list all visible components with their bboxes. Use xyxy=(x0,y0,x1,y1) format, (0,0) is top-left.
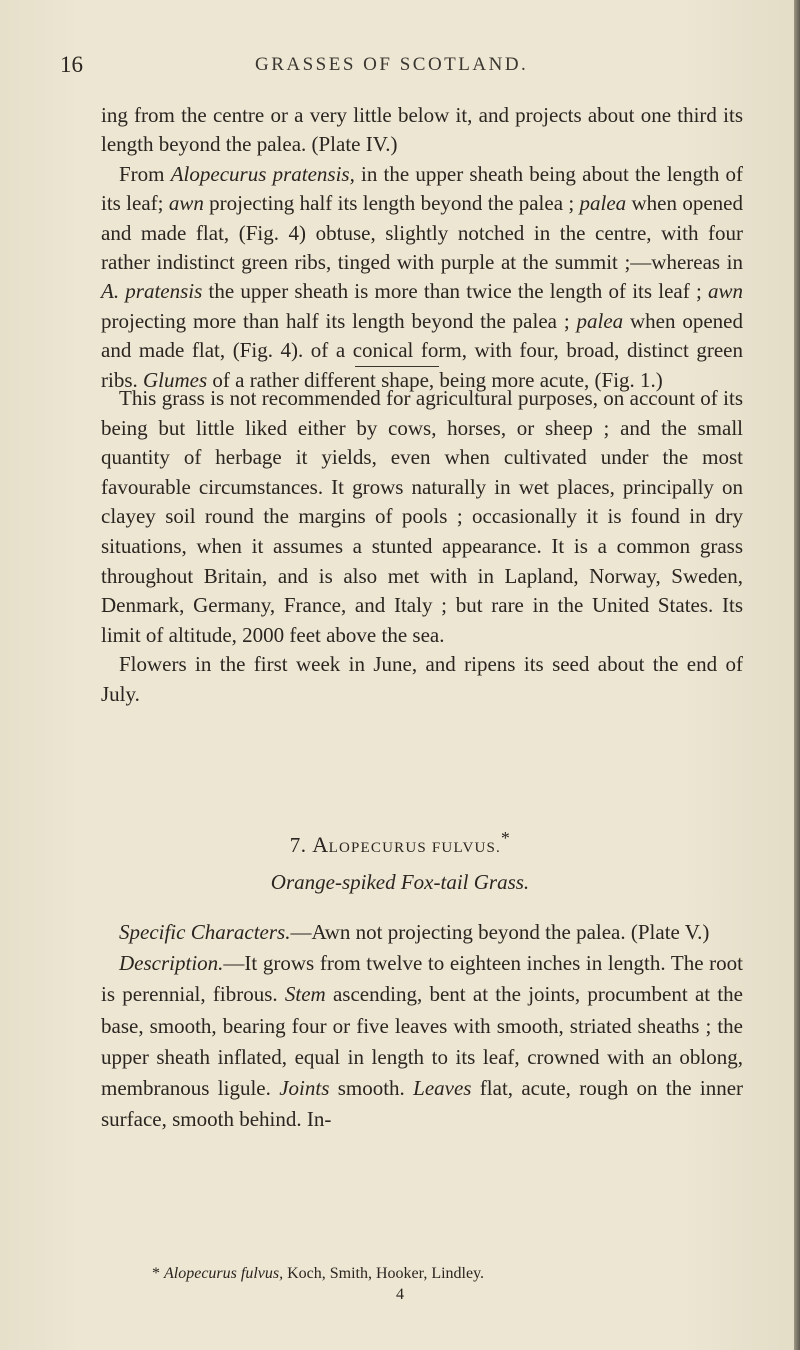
species-heading: 7. ALOPECURUS FULVUS.* xyxy=(289,828,511,857)
species-description xyxy=(101,917,743,1135)
paragraph-continuation: ing from the centre or a very little below it, and projects about one third its length beyond the palea. (Plate IV.) xyxy=(101,103,743,157)
opening-text xyxy=(101,101,743,395)
paragraph-flowering: Flowers in the first week in June, and ripens its seed about the end of July. xyxy=(101,652,743,706)
paragraph-specific-characters: Specific Characters.—Awn not projecting beyond the palea. (Plate V.) xyxy=(119,920,710,944)
running-title: GRASSES OF SCOTLAND. xyxy=(255,54,529,75)
paragraph-comparison: From Alopecurus pratensis, in the upper sheath being about the length of its leaf; awn projecting half its length beyond the palea ; palea when opened and made flat, (Fig. 4) obtuse, slightly notched in the centre, with four rather indistinct green ribs, tinged with purple at the summit ;—whereas in A. pratensis the upper sheath is more than twice the length of its leaf ; awn projecting more than half its length beyond the palea ; palea when opened and made flat, (Fig. 4). of a conical form, with four, broad, distinct green ribs. Glumes of a rather different shape, being more acute, (Fig. 1.) xyxy=(101,161,744,392)
paragraph-description: Description.—It grows from twelve to eighteen inches in length. The root is perennial, fibrous. Stem ascending, bent at the joints, procumbent at the base, smooth, bearing four or five leaves with smooth, striated sheaths ; the upper sheath inflated, equal in length to its leaf, crowned with an oblong, membranous ligule. Joints smooth. Leaves flat, acute, rough on the inner surface, smooth behind. In- xyxy=(101,951,744,1132)
section-divider xyxy=(355,366,439,367)
agricultural-text xyxy=(101,384,743,710)
paragraph-agriculture: This grass is not recommended for agricultural purposes, on account of its being but little liked either by cows, horses, or sheep ; and the small quantity of herbage it yields, even when cultivated under the most favourable circumstances. It grows naturally in wet places, principally on clayey soil round the margins of pools ; occasionally it is found in dry situations, when it assumes a stunted appearance. It is a common grass throughout Britain, and is also met with in Lapland, Norway, Sweden, Denmark, Germany, France, and Italy ; but rare in the United States. Its limit of altitude, 2000 feet above the sea. xyxy=(101,386,743,647)
footnote: * Alopecurus fulvus, Koch, Smith, Hooker, Lindley. xyxy=(152,1265,485,1282)
common-name: Orange-spiked Fox-tail Grass. xyxy=(270,870,530,894)
footnote-marker: * xyxy=(501,828,511,848)
page-number: 16 xyxy=(60,52,83,77)
signature-mark: 4 xyxy=(396,1286,404,1303)
running-head xyxy=(60,52,760,82)
page-edge-shadow xyxy=(794,0,800,1350)
